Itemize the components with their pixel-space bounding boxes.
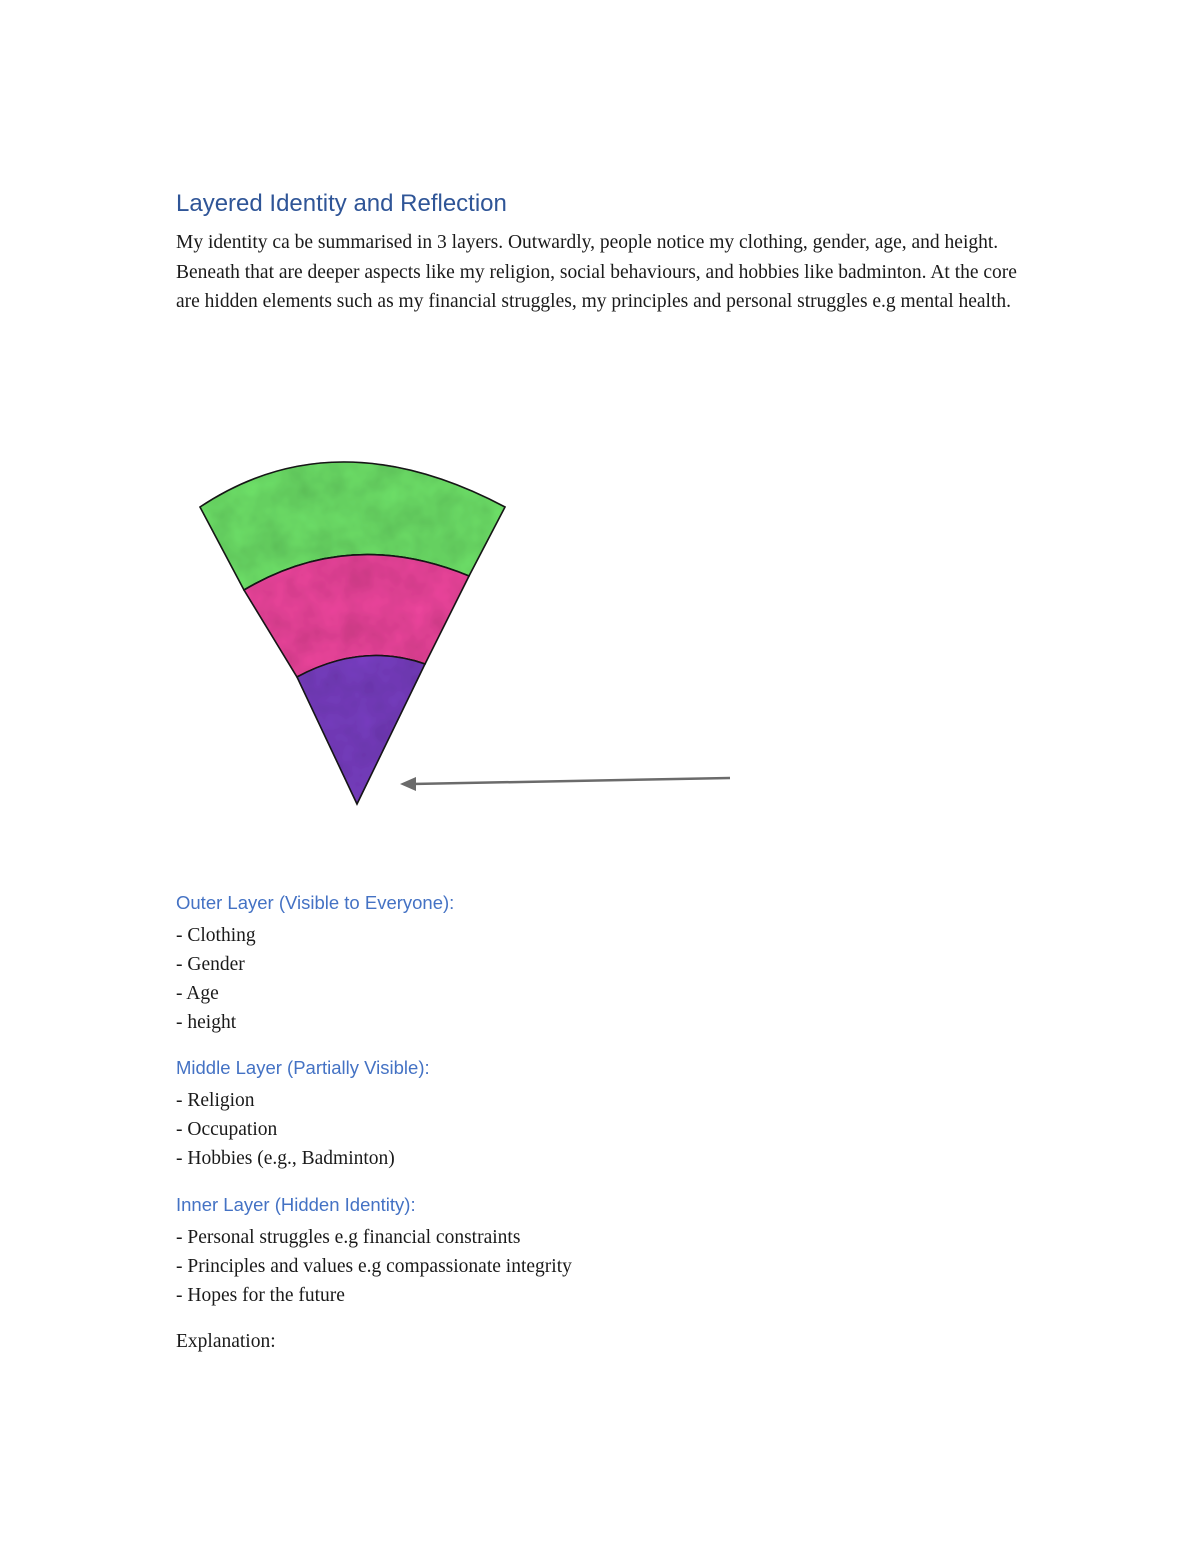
document-title: Layered Identity and Reflection <box>176 190 507 217</box>
list-item: - Clothing <box>176 925 256 946</box>
outer-layer-list <box>176 921 256 1037</box>
middle-layer-heading: Middle Layer (Partially Visible): <box>176 1057 430 1078</box>
list-item: - Hopes for the future <box>176 1285 345 1306</box>
inner-layer-list <box>176 1223 572 1310</box>
list-item: - height <box>176 1012 237 1033</box>
explanation-label: Explanation: <box>176 1331 276 1352</box>
list-item: - Age <box>176 983 219 1004</box>
list-item: - Personal struggles e.g financial constraints <box>176 1227 521 1248</box>
list-item: - Religion <box>176 1090 255 1111</box>
outer-layer-heading: Outer Layer (Visible to Everyone): <box>176 892 455 913</box>
list-item: - Occupation <box>176 1119 278 1140</box>
middle-layer-list <box>176 1086 395 1173</box>
arrow-icon <box>390 760 740 810</box>
intro-paragraph: My identity ca be summarised in 3 layers. Outwardly, people notice my clothing, gender, age, and height. Beneath that are deeper aspects like my religion, social behaviours, and hobbies like badminton. At the core are hidden elements such as my financial struggles, my principles and personal struggles e.g mental health. <box>176 232 1017 312</box>
list-item: - Gender <box>176 954 245 975</box>
inner-layer-heading: Inner Layer (Hidden Identity): <box>176 1194 416 1215</box>
list-item: - Principles and values e.g compassionate integrity <box>176 1256 572 1277</box>
list-item: - Hobbies (e.g., Badminton) <box>176 1148 395 1169</box>
